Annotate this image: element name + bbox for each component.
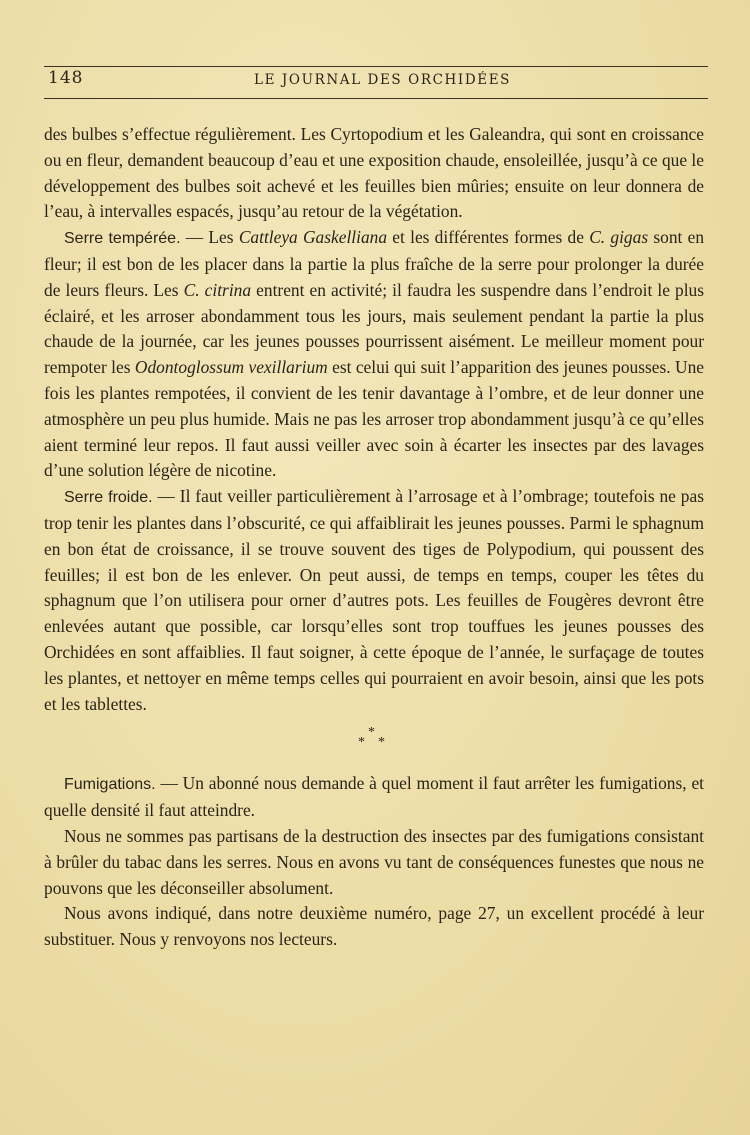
page-header [44, 58, 708, 104]
asterism-divider [354, 727, 394, 757]
species-name: C. gigas [589, 227, 649, 248]
species-name: Cattleya Gaskelliana [238, 227, 388, 248]
running-title: LE JOURNAL DES ORCHIDÉES [254, 72, 512, 88]
paragraph-fumigations-reference: Nous avons indiqué, dans notre deuxième numéro, page 27, un excellent procédé à leur substituer. Nous y renvoyons nos lecteurs. [44, 903, 704, 950]
paragraph-fumigations-reply: Nous ne sommes pas partisans de la destruction des insectes par des fumigations consistant à brûler du tabac dans les serres. Nous en avons vu tant de conséquences funestes que nous ne pouvons que les déconseiller absolument. [44, 825, 704, 898]
text-run: — Un abonné nous demande à quel moment il faut arrêter les fumigations, et quelle densité il faut atteindre. [44, 773, 704, 821]
paragraph-continuation: des bulbes s’effectue régulièrement. Les Cyrtopodium et les Galeandra, qui sont en croissance ou en fleur, demandent beaucoup d’eau et une exposition chaude, ensoleillée, jusqu’à ce que le développement des bulbes soit achevé et les feuilles bien mûries; ensuite on leur donnera de l’eau, à intervalles espacés, jusqu’au retour de la végétation. [44, 124, 704, 222]
header-rule-bottom [44, 98, 708, 99]
paragraph-fumigations [44, 771, 704, 824]
paragraph-serre-froide [44, 484, 704, 717]
section-lead-fumigations: Fumigations. [64, 776, 156, 794]
text-run: est celui qui suit l’apparition des jeunes pousses. Une fois les plantes rempotées, il convient de les tenir davantage à l’ombre, et de leur donner une atmosphère un peu plus humide. Mais ne pas les arroser trop abondamment jusqu’à ce qu’elles aient terminé leur repos. Il faut aussi veiller avec soin à écarter les insectes par des lavages d’une solution légère de nicotine. [44, 357, 704, 481]
header-rule-top [44, 66, 708, 67]
text-run: et les différentes formes de [387, 227, 590, 248]
text-run: — Les [180, 227, 239, 248]
asterism-star: * [368, 725, 375, 741]
text-run: entrent en activité; il faudra les suspendre dans l’endroit le plus éclairé, et les arroser abondamment tous les jours, mais seulement pendant la partie la plus chaude de la journée, car les jeunes pousses pourrissent aisément. Le meilleur moment pour rempoter les [44, 279, 704, 378]
text-run: — Il faut veiller particulièrement à l’arrosage et à l’ombrage; toutefois ne pas trop tenir les plantes dans l’obscurité, ce qui affaiblirait les jeunes pousses. Parmi le sphagnum en bon état de croissance, il se trouve souvent des tiges de Polypodium, qui poussent des feuilles; il est bon de les enlever. On peut aussi, de temps en temps, couper les têtes du sphagnum que l’on utilisera pour orner d’autres pots. Les feuilles de Fougères devront être enlevées autant que possible, car lorsqu’elles sont trop touffues les jeunes pousses des Orchidées en sont affaiblies. Il faut soigner, à cette époque de l’année, le surfaçage de toutes les plantes, et nettoyer en même temps celles qui pourraient en avoir besoin, ainsi que les pots et les tablettes. [44, 486, 704, 714]
species-name: Odontoglossum vexillarium [134, 357, 328, 378]
section-lead-serre-temperee: Serre tempérée. [64, 230, 181, 248]
asterism-star: * [358, 735, 365, 751]
text-run: sont en fleur; il est bon de les placer dans la partie la plus fraîche de la serre pour prolonger la durée de leurs fleurs. Les [44, 227, 705, 300]
article-body [44, 122, 704, 953]
paragraph-serre-temperee [44, 225, 704, 484]
species-name: C. citrina [183, 279, 252, 300]
asterism-star: * [378, 735, 385, 751]
section-lead-serre-froide: Serre froide. [64, 489, 153, 507]
page-number: 148 [48, 68, 84, 88]
